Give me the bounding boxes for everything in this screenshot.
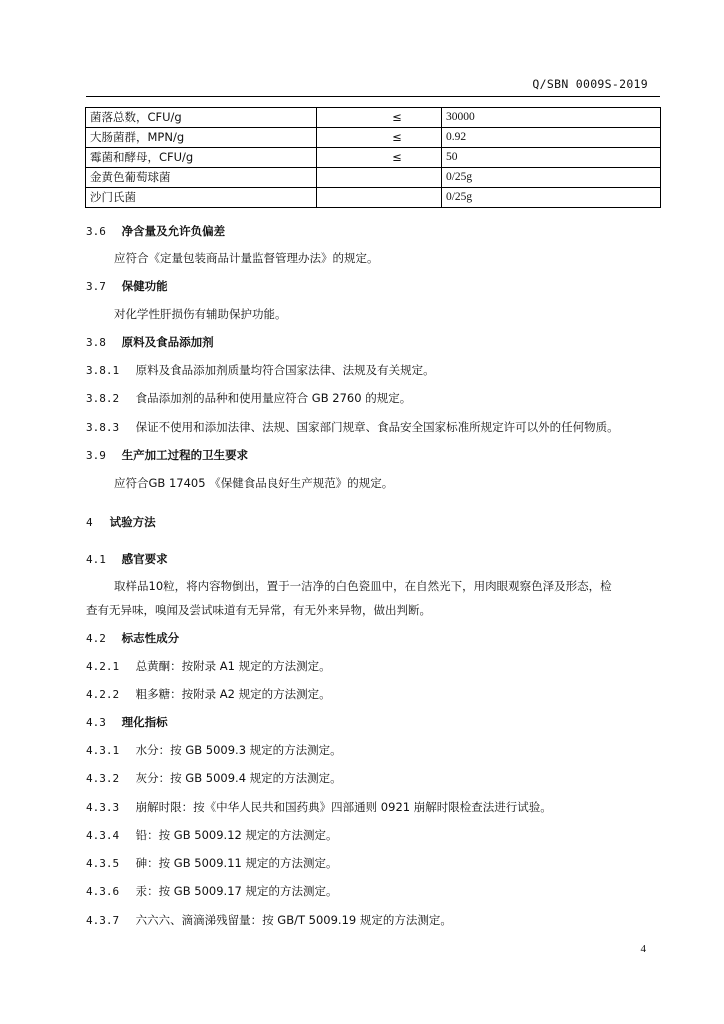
microbial-limits-table	[85, 107, 661, 208]
clause-4-2-2	[86, 686, 331, 702]
limit-symbol-cell: ≤	[316, 108, 441, 128]
section-number: 3.6	[86, 225, 106, 238]
clause-number: 4.2.1	[86, 660, 120, 673]
section-3-7-text: 对化学性肝损伤有辅助保护功能。	[114, 307, 287, 321]
section-title: 试验方法	[109, 515, 156, 529]
clause-number: 3.8.3	[86, 421, 120, 434]
clause-number: 4.3.6	[86, 885, 120, 898]
section-number: 4.1	[86, 553, 106, 566]
clause-4-3-6	[86, 883, 337, 899]
section-title: 标志性成分	[121, 631, 180, 645]
section-3-8-heading	[86, 334, 214, 350]
section-title: 净含量及允许负偏差	[121, 224, 226, 238]
standard-code: Q/SBN 0009S-2019	[532, 77, 648, 91]
clause-3-8-2	[86, 390, 411, 406]
clause-text: 六六六、滴滴涕残留量：按 GB/T 5009.19 规定的方法测定。	[135, 913, 452, 927]
section-3-6-text: 应符合《定量包装商品计量监督管理办法》的规定。	[114, 251, 379, 265]
section-number: 4.2	[86, 632, 106, 645]
clause-text: 原料及食品添加剂质量均符合国家法律、法规及有关规定。	[135, 363, 435, 377]
page-number: 4	[640, 943, 646, 955]
header-rule	[86, 96, 660, 97]
clause-text: 铅：按 GB 5009.12 规定的方法测定。	[135, 828, 338, 842]
table-row	[86, 128, 661, 148]
section-3-7-heading	[86, 278, 168, 294]
table-row	[86, 148, 661, 168]
clause-4-2-1	[86, 658, 331, 674]
clause-text: 崩解时限：按《中华人民共和国药典》四部通则 0921 崩解时限检查法进行试验。	[135, 800, 552, 814]
section-number: 3.8	[86, 336, 106, 349]
clause-4-3-3	[86, 799, 552, 815]
clause-4-3-2	[86, 770, 342, 786]
limit-symbol-cell: ≤	[316, 148, 441, 168]
clause-4-3-5	[86, 855, 337, 871]
clause-number: 4.3.4	[86, 829, 120, 842]
section-title: 感官要求	[121, 552, 168, 566]
limit-value-cell: 30000	[441, 108, 660, 128]
clause-text: 汞：按 GB 5009.17 规定的方法测定。	[135, 884, 338, 898]
section-4-1-text-line-1: 取样品10粒，将内容物倒出，置于一洁净的白色瓷皿中，在自然光下，用肉眼观察色泽及形态，检	[114, 579, 612, 593]
section-title: 保健功能	[121, 279, 168, 293]
clause-text: 保证不使用和添加法律、法规、国家部门规章、食品安全国家标准所规定许可以外的任何物质。	[135, 420, 619, 434]
section-title: 生产加工过程的卫生要求	[121, 448, 249, 462]
limit-symbol-cell	[316, 168, 441, 188]
item-name-cell: 大肠菌群，MPN/g	[86, 128, 317, 148]
clause-text: 砷：按 GB 5009.11 规定的方法测定。	[135, 856, 338, 870]
limit-value-cell: 0.92	[441, 128, 660, 148]
limit-value-cell: 0/25g	[441, 188, 660, 208]
section-4-3-heading	[86, 714, 168, 730]
clause-3-8-1	[86, 362, 435, 378]
table-row	[86, 108, 661, 128]
limit-value-cell: 50	[441, 148, 660, 168]
section-3-9-heading	[86, 447, 248, 463]
item-name-cell: 金黄色葡萄球菌	[86, 168, 317, 188]
section-number: 4.3	[86, 716, 106, 729]
clause-number: 4.3.7	[86, 914, 120, 927]
section-3-6-heading	[86, 223, 225, 239]
clause-number: 4.2.2	[86, 688, 120, 701]
clause-text: 食品添加剂的品种和使用量应符合 GB 2760 的规定。	[135, 391, 412, 405]
item-name-cell: 霉菌和酵母，CFU/g	[86, 148, 317, 168]
clause-4-3-7	[86, 912, 452, 928]
clause-number: 4.3.2	[86, 772, 120, 785]
clause-4-3-1	[86, 742, 342, 758]
clause-number: 4.3.1	[86, 744, 120, 757]
table-row	[86, 168, 661, 188]
clause-text: 粗多糖：按附录 A2 规定的方法测定。	[135, 687, 331, 701]
clause-number: 4.3.3	[86, 801, 120, 814]
table-row	[86, 188, 661, 208]
clause-number: 3.8.2	[86, 392, 120, 405]
section-number: 4	[86, 516, 93, 529]
section-4-heading	[86, 514, 156, 530]
limit-value-cell: 0/25g	[441, 168, 660, 188]
section-4-2-heading	[86, 630, 179, 646]
section-number: 3.9	[86, 449, 106, 462]
clause-number: 3.8.1	[86, 364, 120, 377]
clause-text: 灰分：按 GB 5009.4 规定的方法测定。	[135, 771, 342, 785]
limit-symbol-cell	[316, 188, 441, 208]
section-4-1-text-line-2: 查有无异味，嗅闻及尝试味道有无异常，有无外来异物，做出判断。	[86, 603, 431, 617]
section-title: 理化指标	[121, 715, 168, 729]
clause-text: 水分：按 GB 5009.3 规定的方法测定。	[135, 743, 342, 757]
section-number: 3.7	[86, 280, 106, 293]
clause-3-8-3	[86, 419, 619, 435]
item-name-cell: 菌落总数，CFU/g	[86, 108, 317, 128]
item-name-cell: 沙门氏菌	[86, 188, 317, 208]
clause-4-3-4	[86, 827, 337, 843]
clause-number: 4.3.5	[86, 857, 120, 870]
clause-text: 总黄酮：按附录 A1 规定的方法测定。	[135, 659, 331, 673]
section-3-9-text: 应符合GB 17405 《保健食品良好生产规范》的规定。	[114, 476, 394, 490]
limit-symbol-cell: ≤	[316, 128, 441, 148]
section-title: 原料及食品添加剂	[121, 335, 214, 349]
section-4-1-heading	[86, 551, 168, 567]
